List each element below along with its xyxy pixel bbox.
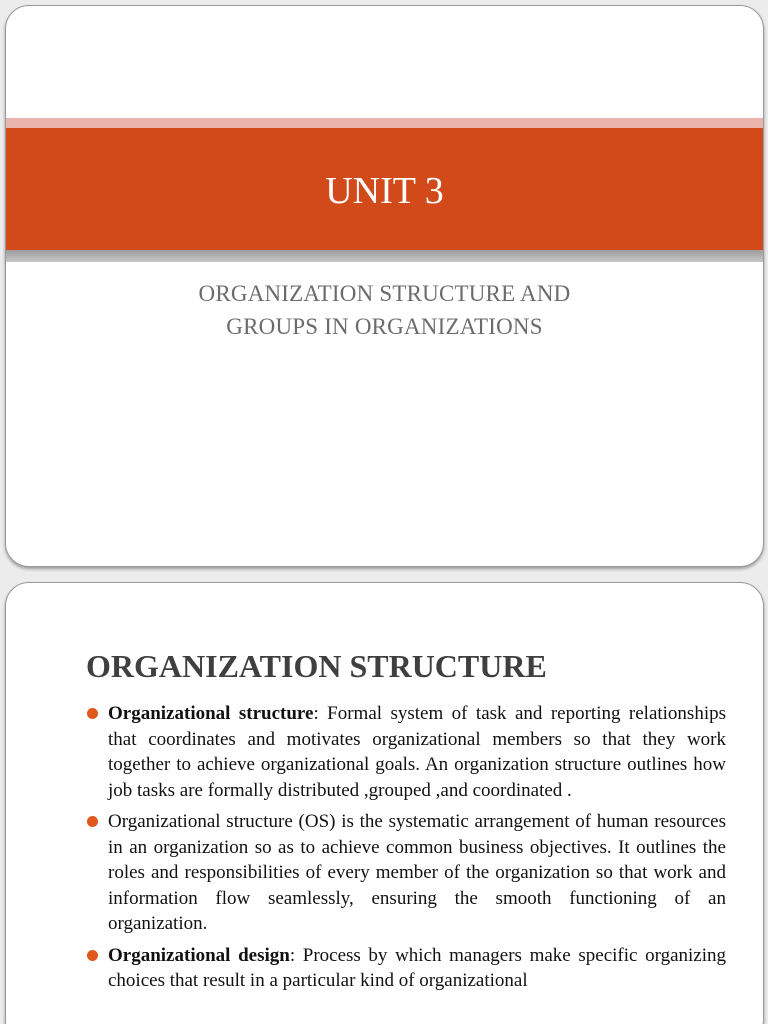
title-slide xyxy=(5,5,764,567)
bullet-item xyxy=(86,943,726,994)
bullet-term: Organizational structure xyxy=(108,703,314,724)
bullet-dot-icon xyxy=(87,708,98,719)
bullet-list xyxy=(86,701,726,1000)
content-slide xyxy=(5,582,764,1024)
subtitle-line-2: GROUPS IN ORGANIZATIONS xyxy=(226,314,543,339)
bullet-text: : Process by which managers make specific organizing choices that result in a particular kind of organizational xyxy=(108,944,726,991)
bullet-dot-icon xyxy=(87,816,98,827)
bullet-dot-icon xyxy=(87,950,98,961)
title-shadow-band xyxy=(6,250,763,262)
slide-heading: ORGANIZATION STRUCTURE xyxy=(86,648,547,684)
bullet-item xyxy=(86,809,726,937)
bullet-item xyxy=(86,701,726,803)
title-accent-band xyxy=(6,118,763,128)
bullet-text: : Formal system of task and reporting relationships that coordinates and motivates organizational members so that they work together to achieve organizational goals. An organization structure outlines how job tasks are formally distributed ,grouped ,and coordinated . xyxy=(108,703,726,801)
slide-subtitle xyxy=(6,277,763,343)
slide-title: UNIT 3 xyxy=(325,170,444,212)
bullet-text: Organizational structure (OS) is the systematic arrangement of human resources in an organization so as to achieve common business objectives. It outlines the roles and responsibilities of every member of the organization so that work and information flow seamlessly, ensuring the smooth functioning of an organization. xyxy=(108,811,726,934)
bullet-term: Organizational design xyxy=(108,944,290,966)
subtitle-line-1: ORGANIZATION STRUCTURE AND xyxy=(198,281,571,306)
